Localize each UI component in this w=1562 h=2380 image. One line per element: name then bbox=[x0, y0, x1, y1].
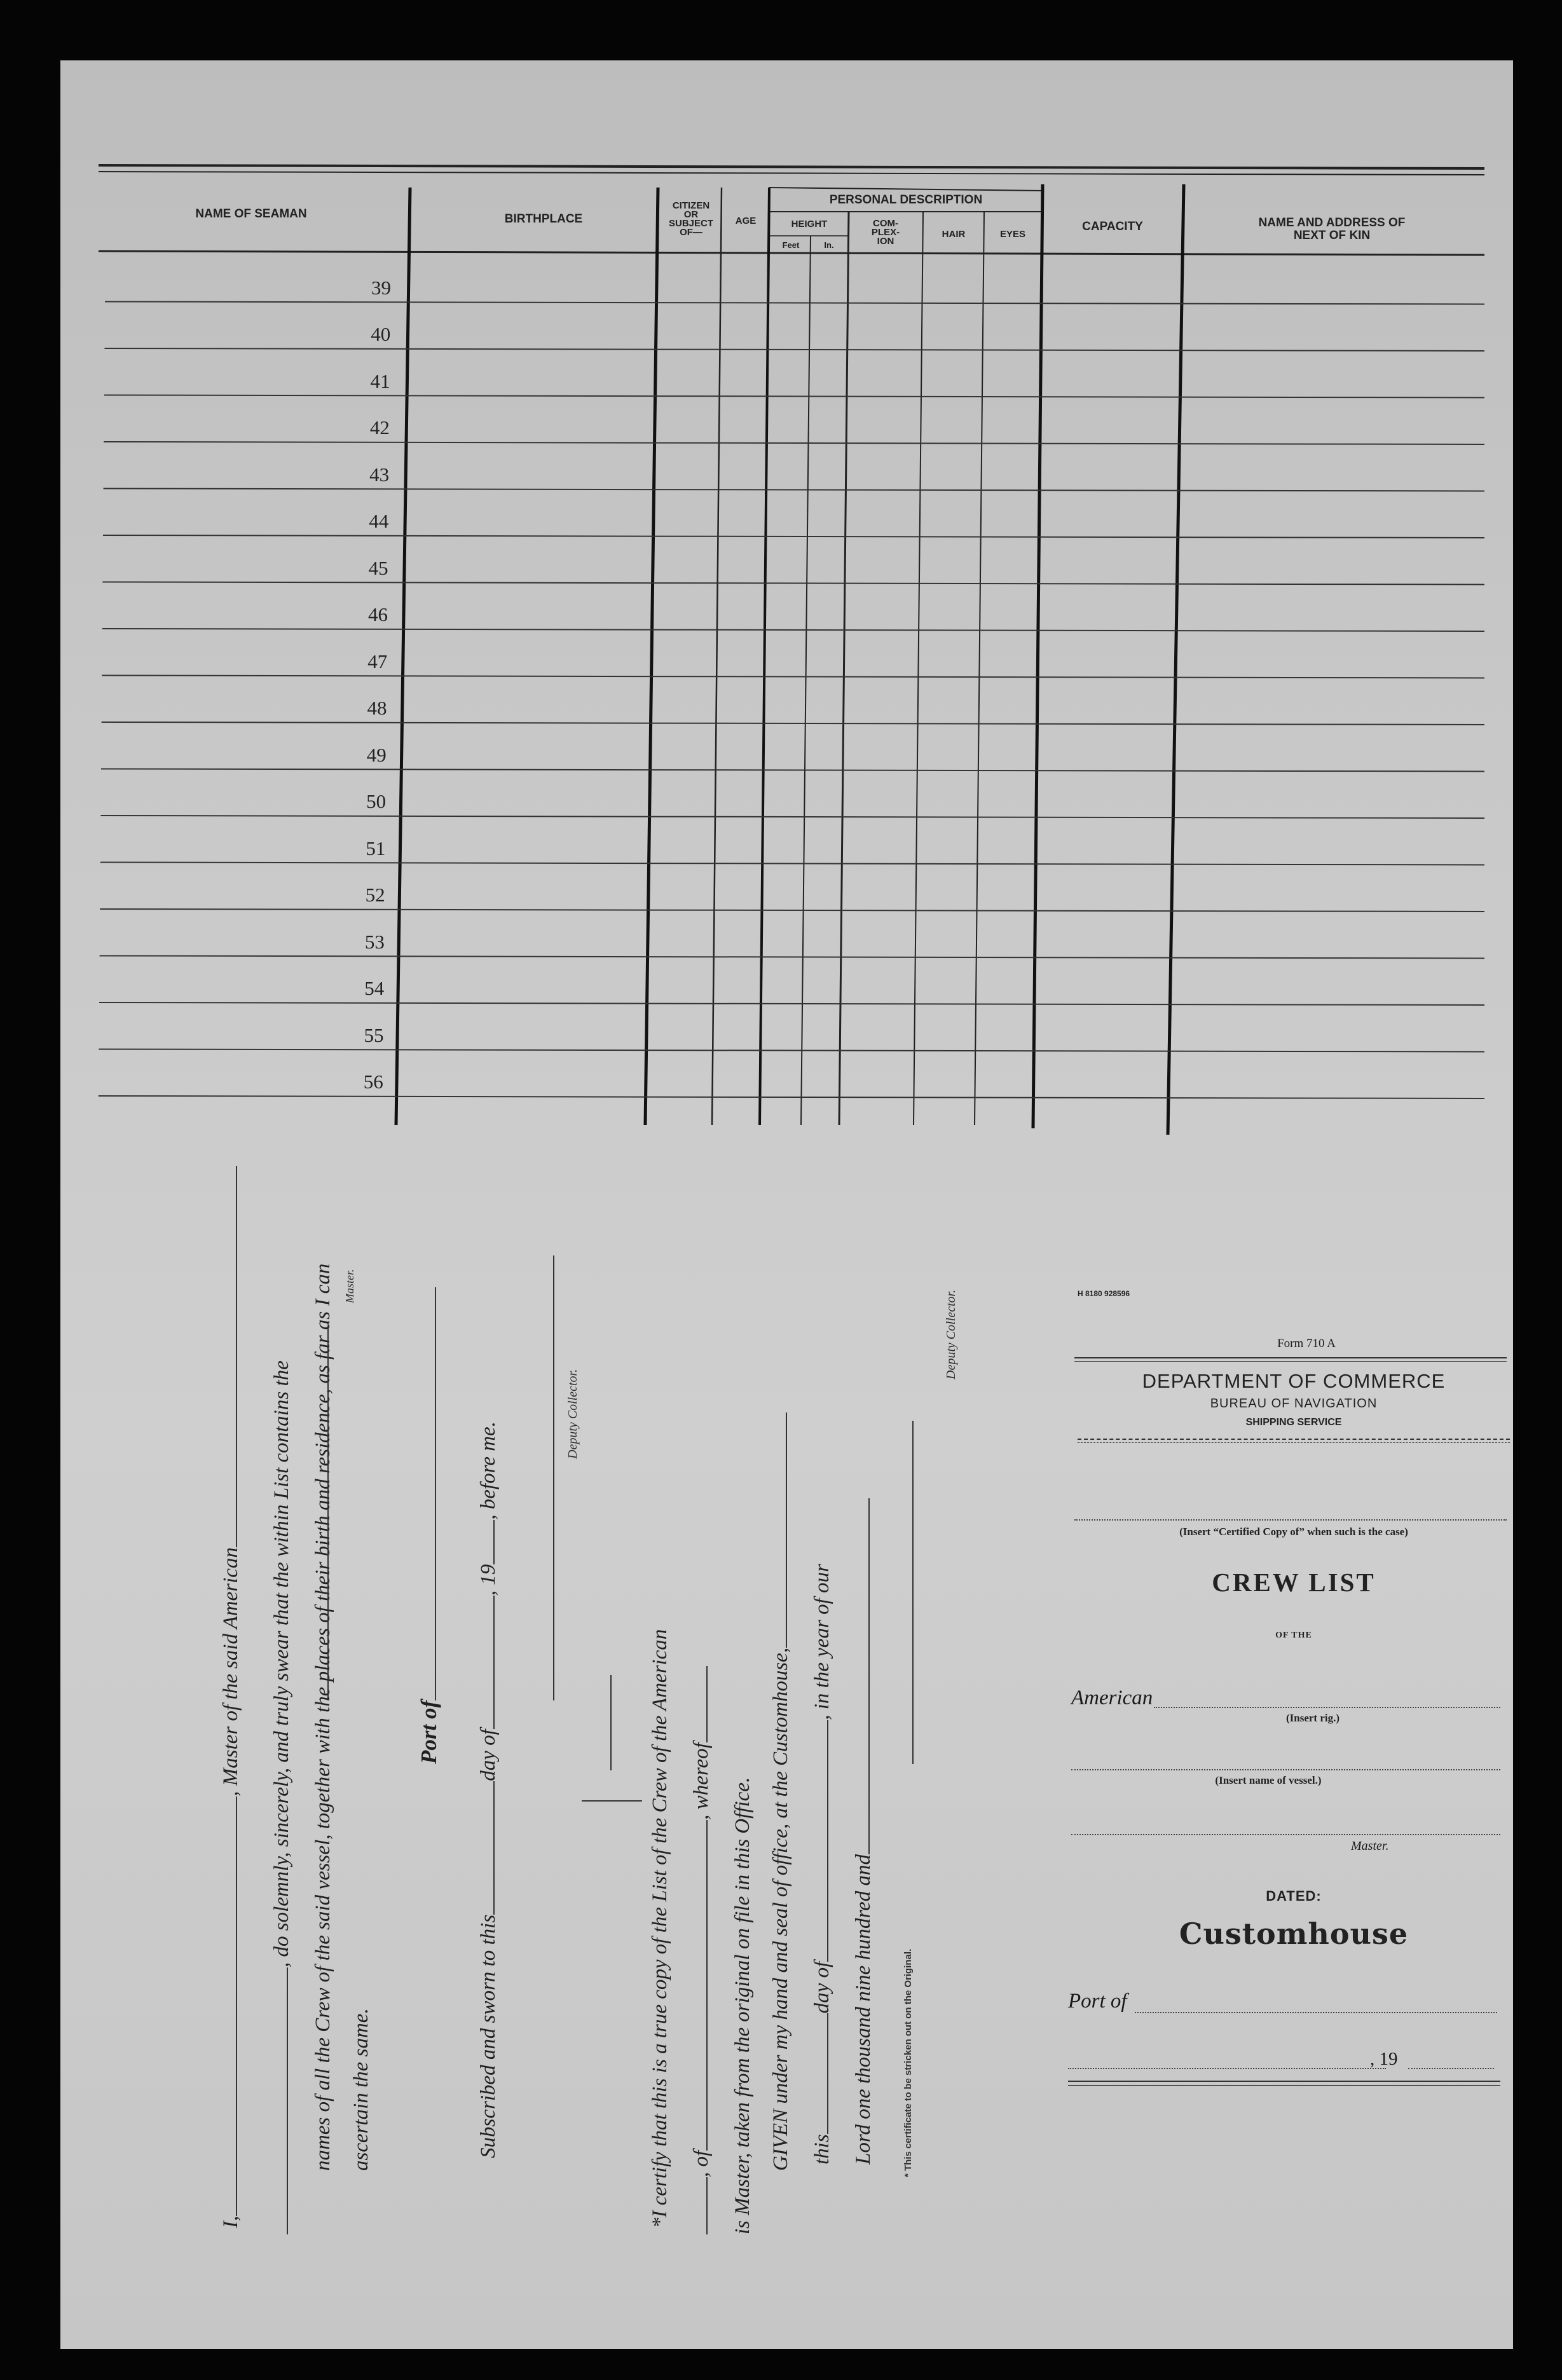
oath-line-4: ascertain the same. bbox=[350, 2008, 373, 2171]
certificate-deputy-line bbox=[912, 1421, 915, 1764]
row-rule bbox=[103, 535, 1484, 538]
header-height: HEIGHT bbox=[791, 219, 828, 229]
row-number: 43 bbox=[369, 463, 390, 486]
bureau-title: BUREAU OF NAVIGATION bbox=[1210, 1397, 1378, 1411]
row-rule bbox=[100, 909, 1484, 912]
row-rule bbox=[104, 348, 1484, 351]
divider-short bbox=[610, 1675, 613, 1770]
header-next-of-kin: NAME AND ADDRESS OF NEXT OF KIN bbox=[1258, 216, 1406, 242]
master-line bbox=[1071, 1834, 1500, 1835]
certificate-line-1: *I certify that this is a true copy of the List of the Crew of the American bbox=[648, 1629, 671, 2228]
certified-copy-line bbox=[1074, 1519, 1507, 1521]
date-line bbox=[1068, 2068, 1386, 2069]
row-number: 41 bbox=[370, 369, 390, 392]
form-number: Form 710 A bbox=[1277, 1337, 1336, 1350]
department-title: DEPARTMENT OF COMMERCE bbox=[1142, 1370, 1446, 1392]
rule-top-2 bbox=[1074, 1361, 1507, 1362]
rig-line bbox=[1154, 1707, 1500, 1708]
certificate-deputy-collector: Deputy Collector. bbox=[944, 1289, 958, 1379]
row-rule bbox=[104, 489, 1484, 491]
certificate-line-2: , of, whereof bbox=[690, 1666, 713, 2234]
header-complexion: COM- PLEX- ION bbox=[871, 218, 900, 247]
master-label: Master. bbox=[1351, 1839, 1389, 1853]
row-rule bbox=[101, 769, 1484, 772]
row-rule bbox=[99, 1002, 1484, 1005]
row-number: 47 bbox=[367, 650, 388, 673]
oath-deputy-collector: Deputy Collector. bbox=[566, 1369, 580, 1459]
row-rules bbox=[99, 302, 1484, 1099]
certificate-line-4: GIVEN under my hand and seal of office, at the Customhouse, bbox=[769, 1412, 793, 2171]
oath-line-3: names of all the Crew of the said vessel, together with the places of their birth and residence, as far as I can bbox=[312, 1263, 334, 2171]
year-line bbox=[1408, 2068, 1494, 2069]
row-number: 45 bbox=[368, 556, 388, 579]
insert-certified-note: (Insert “Certified Copy of” when such is the case) bbox=[1179, 1526, 1408, 1538]
oath-master-label: Master. bbox=[343, 1269, 356, 1303]
row-number: 56 bbox=[363, 1070, 383, 1093]
header-eyes: EYES bbox=[999, 229, 1026, 240]
row-rule bbox=[104, 395, 1484, 398]
row-number: 50 bbox=[366, 790, 387, 812]
divider-dash bbox=[582, 1799, 642, 1802]
row-number: 52 bbox=[365, 884, 385, 906]
oath-line-1: I,, Master of the said American bbox=[219, 1166, 243, 2228]
row-number: 55 bbox=[364, 1023, 384, 1046]
oath-subscribed: Subscribed and sworn to thisday of, 19, before me. bbox=[477, 1421, 500, 2158]
dated-label: DATED: bbox=[1266, 1888, 1322, 1904]
header-age: AGE bbox=[735, 215, 757, 226]
service-title: SHIPPING SERVICE bbox=[1245, 1417, 1342, 1428]
rule-dashed-2 bbox=[1078, 1442, 1510, 1443]
document-sheet bbox=[60, 60, 1513, 2349]
row-rule bbox=[105, 302, 1484, 304]
row-number: 42 bbox=[369, 416, 390, 439]
row-number: 40 bbox=[371, 323, 391, 345]
row-rule bbox=[99, 1096, 1484, 1098]
print-code: H 8180 928596 bbox=[1078, 1289, 1130, 1298]
header-hair: HAIR bbox=[942, 229, 966, 240]
port-of-label: Port of bbox=[1068, 1990, 1127, 2013]
row-rule bbox=[102, 582, 1484, 585]
header-personal-description: PERSONAL DESCRIPTION bbox=[829, 193, 983, 207]
row-rule bbox=[102, 629, 1484, 631]
row-rule bbox=[100, 816, 1484, 818]
certificate-line-6: Lord one thousand nine hundred and bbox=[852, 1498, 875, 2165]
row-number: 46 bbox=[367, 603, 388, 626]
certificate-line-5: thisday of, in the year of our bbox=[811, 1564, 833, 2165]
rule-bottom-1 bbox=[1068, 2081, 1500, 2082]
row-number: 49 bbox=[366, 743, 387, 766]
crew-list-title: CREW LIST bbox=[1212, 1568, 1376, 1597]
header-feet: Feet bbox=[782, 240, 800, 250]
insert-vessel-note: (Insert name of vessel.) bbox=[1215, 1774, 1322, 1786]
oath-line-2: , do solemnly, sincerely, and truly swear that the within List contains the bbox=[270, 1360, 294, 2234]
header-capacity: CAPACITY bbox=[1082, 220, 1143, 233]
oath-master-line bbox=[327, 1325, 330, 1700]
row-rule bbox=[100, 863, 1484, 865]
american-label: American bbox=[1071, 1686, 1153, 1709]
year-label: , 19 bbox=[1370, 2049, 1398, 2069]
row-rule bbox=[102, 676, 1484, 678]
header-citizen: CITIZEN OR SUBJECT OF— bbox=[668, 200, 713, 238]
row-rule bbox=[99, 1050, 1484, 1052]
port-line bbox=[1135, 2012, 1497, 2013]
insert-rig-note: (Insert rig.) bbox=[1285, 1712, 1340, 1724]
row-number: 39 bbox=[371, 276, 391, 299]
vessel-name-line bbox=[1071, 1769, 1500, 1770]
header-inches: In. bbox=[824, 240, 834, 250]
oath-deputy-line bbox=[553, 1255, 556, 1700]
header-birthplace: BIRTHPLACE bbox=[504, 212, 583, 226]
row-number: 54 bbox=[364, 977, 385, 999]
of-the-label: OF THE bbox=[1275, 1631, 1312, 1640]
row-number: 48 bbox=[367, 697, 387, 719]
row-number: 53 bbox=[364, 930, 385, 953]
certificate-line-3: is Master, taken from the original on file in this Office. bbox=[731, 1777, 754, 2234]
row-number: 44 bbox=[369, 510, 389, 532]
row-rule bbox=[102, 722, 1484, 725]
rule-top-1 bbox=[1074, 1357, 1507, 1358]
rule-bottom-2 bbox=[1068, 2085, 1500, 2086]
header-name-of-seaman: NAME OF SEAMAN bbox=[195, 207, 307, 221]
customhouse-title: Customhouse bbox=[1179, 1917, 1409, 1951]
rule-dashed-1 bbox=[1078, 1439, 1510, 1440]
oath-port-of: Port of bbox=[416, 1287, 442, 1764]
row-rule bbox=[100, 956, 1484, 959]
certificate-footnote: * This certificate to be stricken out on the Original. bbox=[903, 1948, 914, 2177]
row-number: 51 bbox=[366, 837, 386, 859]
row-rule bbox=[104, 442, 1484, 444]
